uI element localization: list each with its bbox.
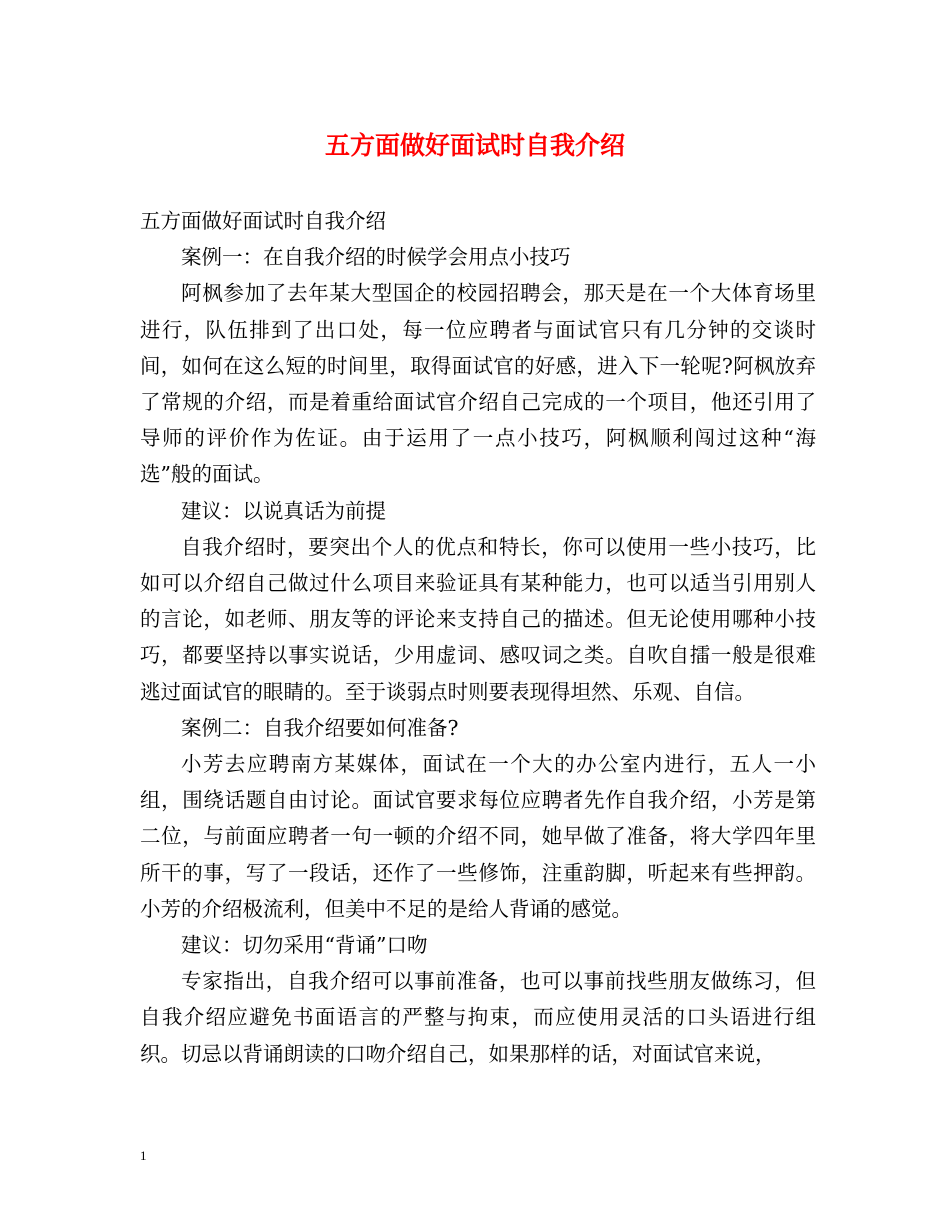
paragraph: 建议：切勿采用“背诵”口吻 [181,933,428,958]
paragraph: 小芳去应聘南方某媒体，面试在一个大的办公室内进行，五人一小组，围绕话题自由讨论。面试官要求每位应聘者先作自我介绍，小芳是第二位，与前面应聘者一句一顿的介绍不同，她早做了准备，将大学四年里所干的事，写了一段话，还作了一些修饰，注重韵脚，听起来有些押韵。小芳的介绍极流利，但美中不足的是给人背诵的感觉。 [140,752,816,921]
page-number: 1 [140,1148,147,1163]
paragraph: 建议：以说真话为前提 [181,498,386,523]
paragraph: 自我介绍时，要突出个人的优点和特长，你可以使用一些小技巧，比如可以介绍自己做过什么项目来验证具有某种能力，也可以适当引用别人的言论，如老师、朋友等的评论来支持自己的描述。但无论使用哪种小技巧，都要坚持以事实说话，少用虚词、感叹词之类。自吹自擂一般是很难逃过面试官的眼睛的。至于谈弱点时则要表现得坦然、乐观、自信。 [140,534,816,704]
paragraph: 阿枫参加了去年某大型国企的校园招聘会，那天是在一个大体育场里进行，队伍排到了出口处，每一位应聘者与面试官只有几分钟的交谈时间，如何在这么短的时间里，取得面试官的好感，进入下一轮呢?阿枫放弃了常规的介绍，而是着重给面试官介绍自己完成的一个项目，他还引用了导师的评价作为佐证。由于运用了一点小技巧，阿枫顺利闯过这种“海选”般的面试。 [140,281,816,487]
document-body [140,203,816,1072]
paragraph: 案例一：在自我介绍的时候学会用点小技巧 [181,245,571,270]
document-title: 五方面做好面试时自我介绍 [324,131,625,160]
paragraph: 专家指出，自我介绍可以事前准备，也可以事前找些朋友做练习，但自我介绍应避免书面语言的严整与拘束，而应使用灵活的口头语进行组织。切忌以背诵朗读的口吻介绍自己，如果那样的话，对面试官来说， [140,969,816,1066]
paragraph: 五方面做好面试时自我介绍 [140,209,386,233]
paragraph: 案例二：自我介绍要如何准备? [181,715,459,740]
